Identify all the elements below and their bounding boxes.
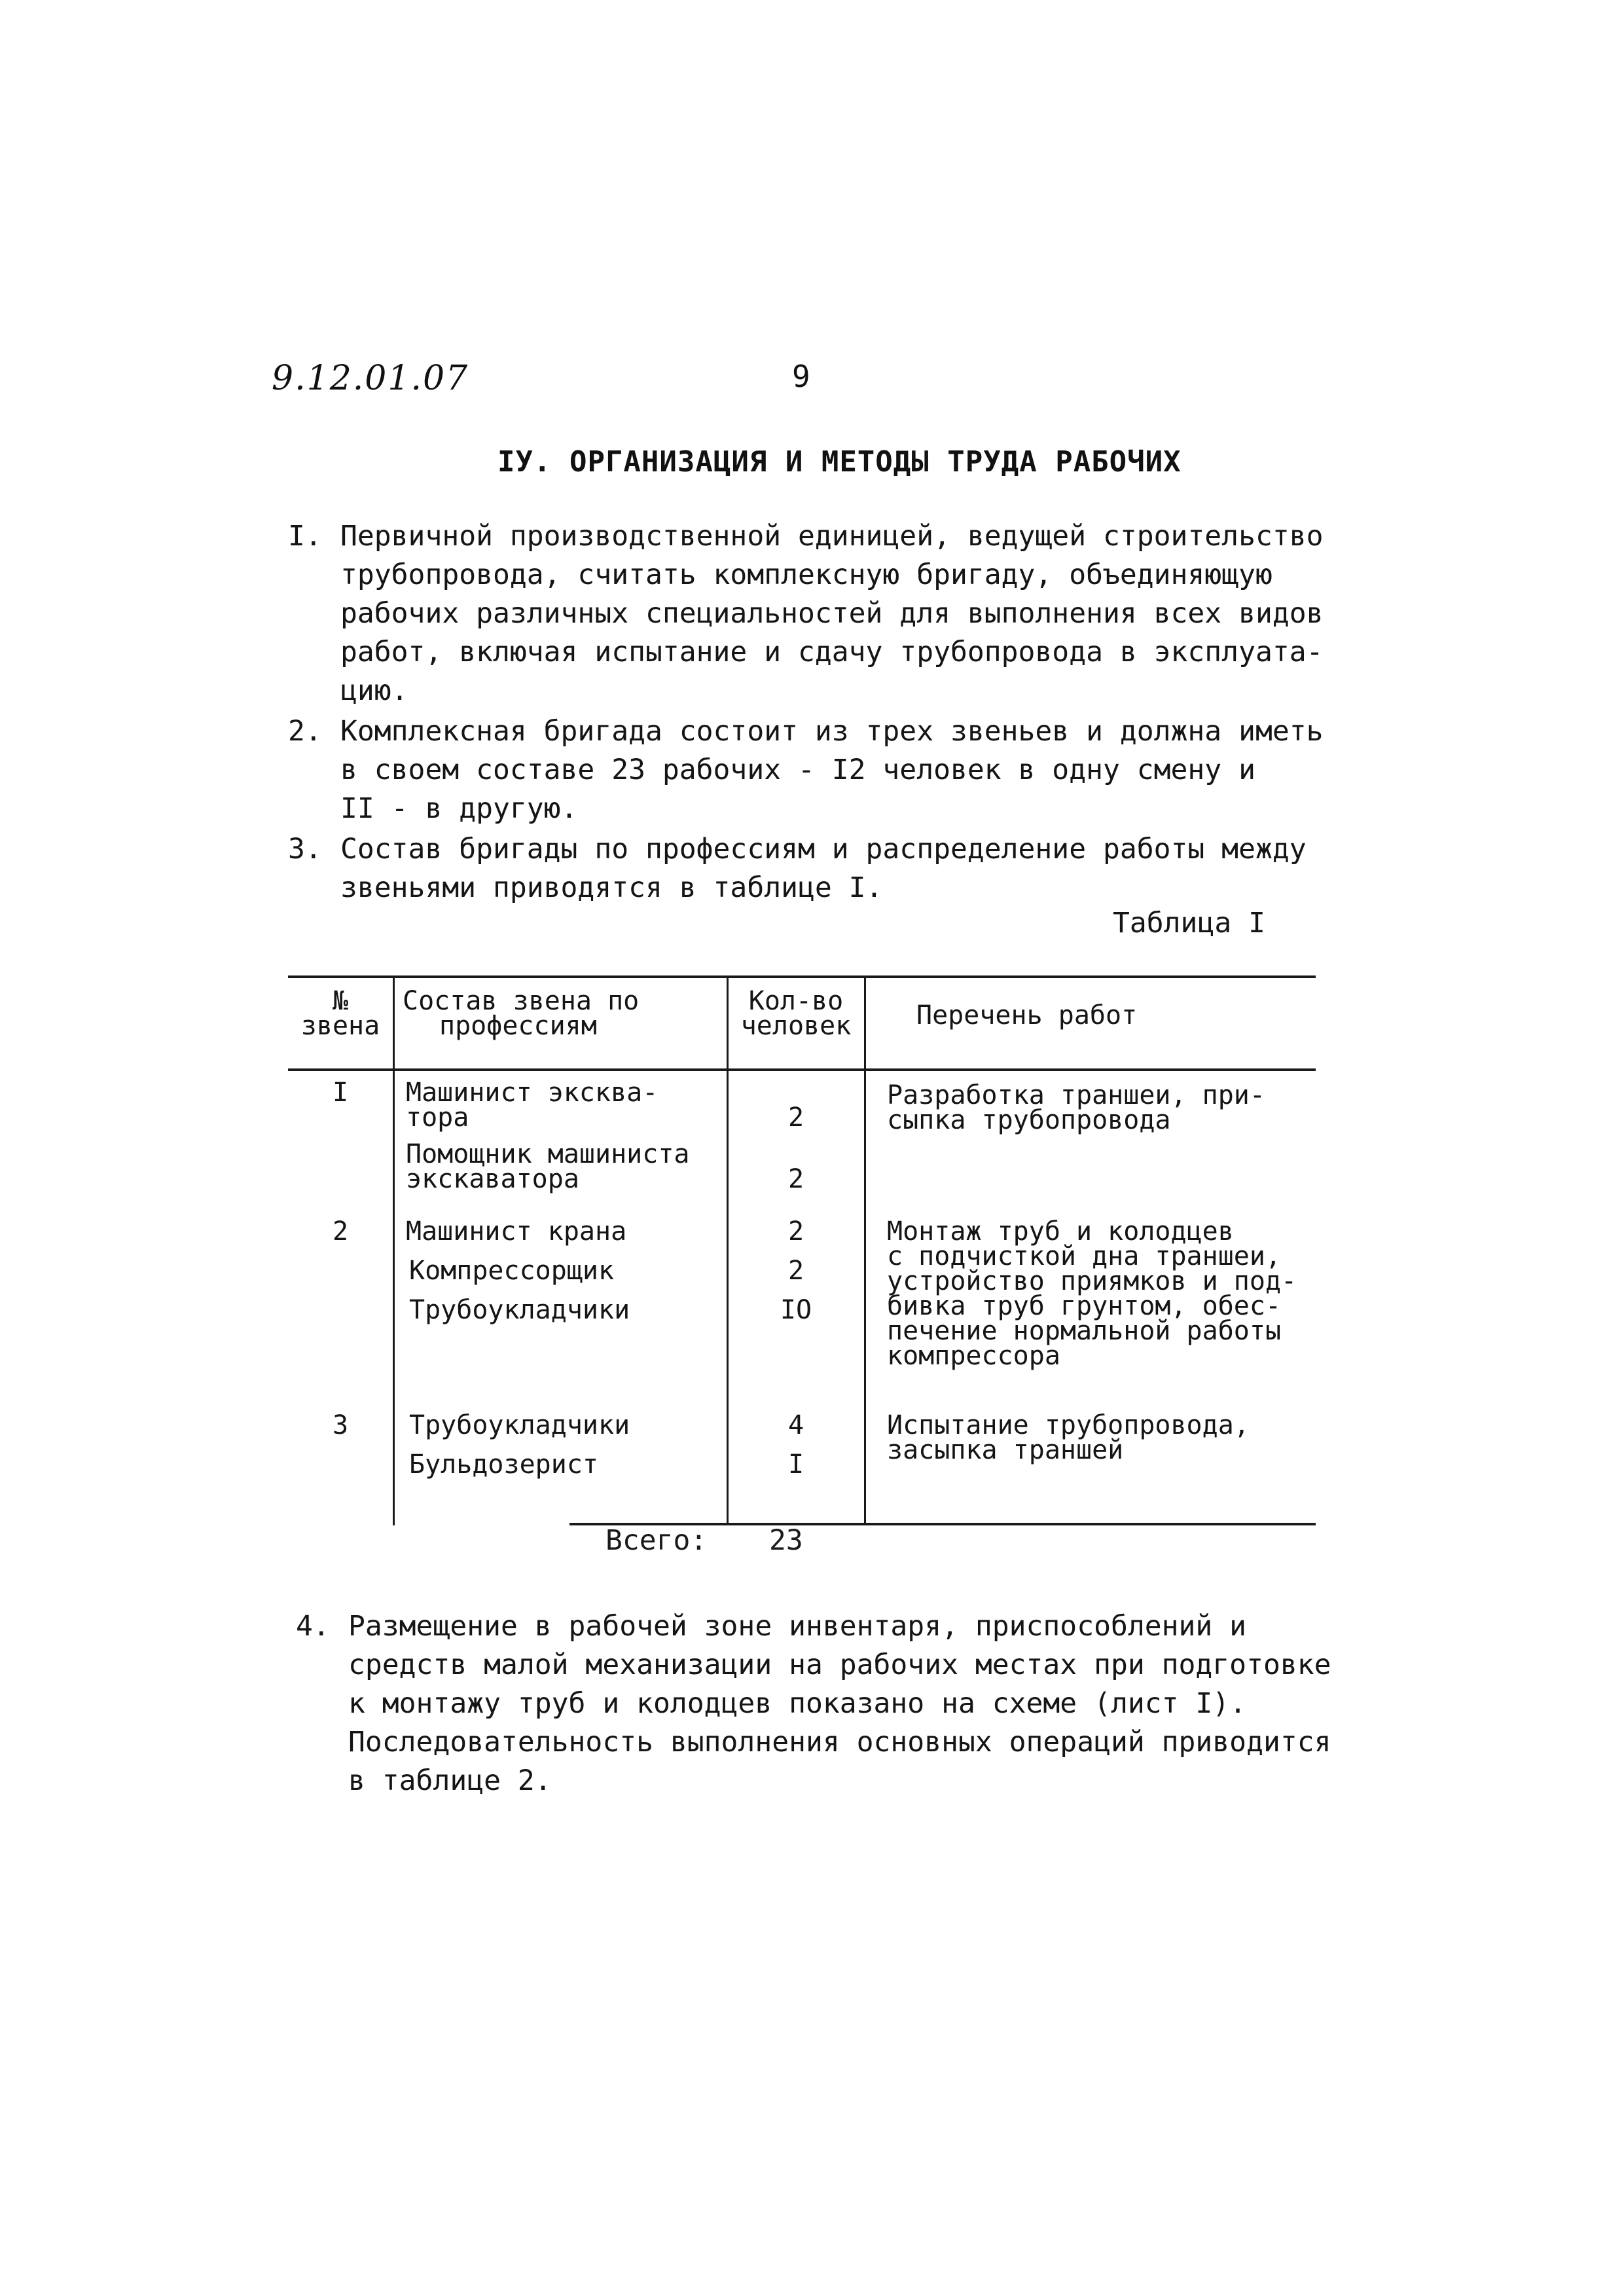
row-3-count-2: I <box>787 1449 804 1480</box>
paragraph-line: к монтажу труб и колодцев показано на схеме (лист I). <box>348 1687 1247 1720</box>
crew-table <box>288 975 1316 1525</box>
works-line: Монтаж труб и колодцев <box>887 1216 1234 1247</box>
paragraph-3 <box>288 830 1335 909</box>
header-line: Состав звена по <box>403 986 640 1016</box>
paragraph-line: в своем составе 23 рабочих - I2 человек в одну смену и <box>340 754 1255 786</box>
paragraph-1 <box>288 517 1335 714</box>
row-3-profession-1 <box>409 1410 730 1440</box>
header-count <box>728 986 864 1041</box>
row-1-profession-1 <box>406 1078 727 1133</box>
paragraph-number: 3. <box>288 833 322 866</box>
paragraph-line: Состав бригады по профессиям и распределение работы между <box>340 833 1307 866</box>
paragraph-line: звеньями приводятся в таблице I. <box>340 871 883 904</box>
paragraph-number: 4. <box>296 1610 330 1643</box>
paragraph-number: 2. <box>288 715 322 748</box>
paragraph-line: работ, включая испытание и сдачу трубопровода в эксплуата- <box>340 636 1324 668</box>
header-line: человек <box>740 1011 852 1041</box>
paragraph-line: средств малой механизации на рабочих местах при подготовке <box>348 1649 1331 1681</box>
paragraph-number: I. <box>288 520 322 553</box>
paragraph-line: Первичной производственной единицей, ведущей строительство <box>340 520 1324 553</box>
paragraph-body <box>340 517 1324 710</box>
paragraph-line: цию. <box>340 674 408 707</box>
header-line: Кол-во <box>748 986 844 1016</box>
paragraph-line: в таблице 2. <box>348 1764 552 1797</box>
row-2-count-3: IO <box>780 1295 812 1325</box>
paragraph-4 <box>296 1607 1343 1817</box>
profession-line: Бульдозерист <box>409 1449 598 1480</box>
table-column-rule <box>864 975 866 1525</box>
header-line: № <box>332 986 349 1016</box>
table-top-rule <box>288 975 1316 978</box>
row-2-profession-2 <box>409 1256 730 1286</box>
row-2-unit: 2 <box>332 1216 349 1247</box>
paragraph-line: Комплексная бригада состоит из трех звеньев и должна иметь <box>340 715 1324 748</box>
profession-line: Помощник машиниста <box>406 1139 690 1169</box>
paragraph-body <box>340 830 1307 907</box>
row-3-unit: 3 <box>332 1410 349 1440</box>
profession-line: экскаватора <box>406 1164 579 1194</box>
works-line: Испытание трубопровода, <box>887 1410 1250 1440</box>
row-1-unit: I <box>332 1078 349 1108</box>
profession-line: Компрессорщик <box>409 1256 615 1286</box>
works-line: Разработка траншеи, при- <box>887 1080 1265 1110</box>
row-2-profession-3 <box>409 1295 730 1325</box>
row-2-count-1: 2 <box>787 1216 804 1247</box>
paragraph-line: трубопровода, считать комплексную бригаду, объединяющую <box>340 558 1272 591</box>
works-line: с подчисткой дна траншеи, <box>887 1241 1282 1271</box>
profession-line: Машинист крана <box>406 1216 627 1247</box>
row-1-count-1: 2 <box>787 1102 804 1133</box>
table-caption: Таблица I <box>1113 907 1265 939</box>
row-2-profession-1 <box>406 1216 727 1247</box>
table-column-rule <box>727 975 729 1525</box>
header-composition <box>403 986 723 1041</box>
header-line: Перечень работ <box>916 1000 1138 1030</box>
works-line: печение нормальной работы <box>887 1316 1282 1346</box>
total-value: 23 <box>769 1524 803 1557</box>
paragraph-line: Размещение в рабочей зоне инвентаря, приспособлений и <box>348 1610 1247 1643</box>
profession-line: Трубоукладчики <box>409 1410 630 1440</box>
paragraph-line: рабочих различных специальностей для выполнения всех видов <box>340 597 1324 630</box>
header-works <box>916 1000 1309 1030</box>
header-line: профессиям <box>439 1011 597 1041</box>
paragraph-line: Последовательность выполнения основных операций приводится <box>348 1726 1331 1758</box>
row-1-count-2: 2 <box>787 1164 804 1194</box>
row-1-profession-2 <box>406 1139 727 1194</box>
document-code: 9.12.01.07 <box>272 359 469 398</box>
row-3-works <box>887 1410 1312 1465</box>
row-1-works <box>887 1080 1312 1135</box>
paragraph-2 <box>288 712 1335 830</box>
paragraph-body <box>348 1607 1331 1800</box>
row-3-profession-2 <box>409 1449 730 1480</box>
works-line: сыпка трубопровода <box>887 1105 1171 1135</box>
row-2-count-2: 2 <box>787 1256 804 1286</box>
row-3-count-1: 4 <box>787 1410 804 1440</box>
paragraph-line: II - в другую. <box>340 792 578 825</box>
works-line: устройство приямков и под- <box>887 1266 1297 1296</box>
profession-line: Трубоукладчики <box>409 1295 630 1325</box>
works-line: бивка труб грунтом, обес- <box>887 1291 1282 1321</box>
paragraph-body <box>340 712 1324 828</box>
page-number: 9 <box>792 359 810 394</box>
works-line: засыпка траншей <box>887 1435 1124 1465</box>
total-label: Всего: <box>605 1524 708 1557</box>
profession-line: Машинист эксква- <box>406 1078 659 1108</box>
row-2-works <box>887 1216 1312 1371</box>
profession-line: тора <box>406 1102 469 1133</box>
works-line: компрессора <box>887 1341 1060 1371</box>
header-unit-number <box>288 986 393 1041</box>
section-title: IУ. ОРГАНИЗАЦИЯ И МЕТОДЫ ТРУДА РАБОЧИХ <box>497 445 1182 479</box>
header-line: звена <box>300 1011 380 1041</box>
table-column-rule <box>393 975 395 1525</box>
table-header-rule <box>288 1068 1316 1071</box>
